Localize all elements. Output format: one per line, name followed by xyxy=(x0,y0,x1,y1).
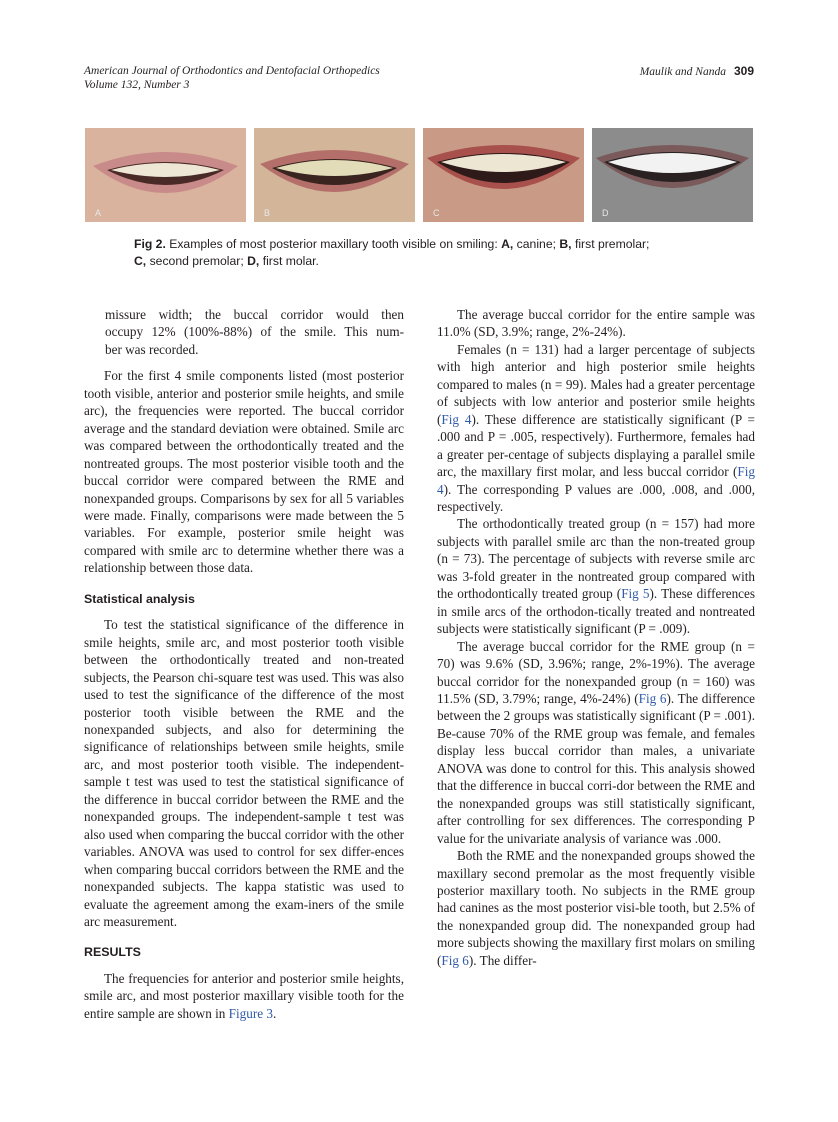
caption-b: B, xyxy=(559,237,572,251)
journal-volume: Volume 132, Number 3 xyxy=(84,79,190,91)
caption-c: C, xyxy=(134,254,147,268)
text: . xyxy=(272,1005,277,1021)
text: Females (n = 131) had a larger percentage of subjects with high anterior and high posterior smile heights compared to males (n = 99). Males had a greater percentage of subjects with low anterior and posterior smile heights ( xyxy=(437,341,755,427)
figure-4-link-2[interactable]: Fig 4 xyxy=(437,464,755,497)
figure-6-link[interactable]: Fig 6 xyxy=(638,690,667,706)
page-header-right xyxy=(640,64,754,78)
figure-3-link[interactable]: Figure 3 xyxy=(228,1005,273,1021)
paragraph-results-intro xyxy=(84,970,404,1022)
paragraph-rme-group xyxy=(437,638,755,847)
heading-results: RESULTS xyxy=(84,945,141,960)
caption-b-text: first premolar; xyxy=(571,237,650,251)
smile-image-a xyxy=(85,128,246,222)
figure-5-link[interactable]: Fig 5 xyxy=(621,586,650,602)
text: The frequencies for anterior and posterior smile heights, smile arc, and most posterior maxillary visible tooth for the entire sample are shown in xyxy=(84,970,404,1021)
text-line: missure width; the buccal corridor would then xyxy=(105,307,404,322)
text: ). The difference between the 2 groups was statistically significant (P = .001). Be-cause 70% of the RME group was female, and females display less buccal corridor than males, a univariate ANOVA was done to control for this. This analysis showed that the difference in buccal corri-dor between the RME and the nonexpanded groups was still statistically significant, after controlling for sex differences. The corresponding P value for the univariate analysis of variance was .000. xyxy=(437,690,756,846)
heading-statistical-analysis: Statistical analysis xyxy=(84,591,195,606)
caption-c-text: second premolar; xyxy=(146,254,248,268)
panel-label-d: D xyxy=(602,208,609,218)
caption-a: A, xyxy=(501,237,514,251)
caption-a-text: canine; xyxy=(513,237,560,251)
figure-4-link[interactable]: Fig 4 xyxy=(441,411,472,427)
text: ). The corresponding P values are .000, .008, and .000, respectively. xyxy=(437,481,755,514)
paragraph-statistics: To test the statistical significance of the difference in smile heights, smile arc, and most posterior tooth visible between the orthodontically treated and non-treated subjects, the Pearson chi-square test was used. This was also used to test the significance of the difference of the most posterior tooth visible between the RME and the nonexpanded subjects, and also for determining the significance of relationships between smile heights, smile arc, and most posterior tooth visible. The independent-sample t test was used to test the statistical significance of the difference in buccal corridor between the RME and the nonexpanded groups. The independent-sample t test was also used when comparing the buccal corridor with the other variables. ANOVA was used to control for sex differ-ences when comparing buccal corridors between the RME and the nonexpanded subjects. The kappa statistic was used to evaluate the agreement among the exam-iners of the smile arc measurement. xyxy=(84,617,404,929)
text: The average buccal corridor for the RME group (n = 70) was 9.6% (SD, 3.96%; range, 2%-19%). The average buccal corridor for the nonexpanded group (n = 160) was 11.5% (SD, 3.79%; range, 4%-24%) ( xyxy=(437,638,755,706)
caption-d: D, xyxy=(247,254,260,268)
paragraph-buccal-average: The average buccal corridor for the entire sample was 11.0% (SD, 3.9%; range, 2%-24%). xyxy=(437,307,755,340)
text-line: occupy 12% (100%-88%) of the smile. This num- xyxy=(105,324,404,340)
caption-fig-number: Fig 2. xyxy=(134,237,166,251)
smile-photo-a xyxy=(85,128,246,222)
journal-header xyxy=(84,64,380,92)
text: ). The differ- xyxy=(468,952,537,968)
text: ). These difference are statistically significant (P = .000 and P = .005, respectively). Furthermore, females had a greater per-centage of subjects displaying a parallel smile arc, the maxillary first molar, and less buccal corridor ( xyxy=(437,411,755,480)
figure-caption xyxy=(134,236,734,270)
panel-label-c: C xyxy=(433,208,440,218)
left-column xyxy=(84,306,404,1022)
smile-image-c xyxy=(423,128,584,222)
caption-d-text: first molar. xyxy=(259,254,319,268)
panel-label-b: B xyxy=(264,208,271,218)
smile-photo-c xyxy=(423,128,584,222)
caption-text: Examples of most posterior maxillary tooth visible on smiling: xyxy=(165,237,502,251)
panel-label-a: A xyxy=(95,208,102,218)
text: Both the RME and the nonexpanded groups showed the maxillary second premolar as the most frequently visible posterior maxillary tooth. No subjects in the RME group had canines as the most posterior visi-ble tooth, but 2.5% of the nonexpanded group did. The nonexpanded group had more subjects showing the maxillary first molars on smiling ( xyxy=(437,848,755,968)
smile-image-d xyxy=(592,128,753,222)
smile-photo-b xyxy=(254,128,415,222)
journal-title: American Journal of Orthodontics and Dentofacial Orthopedics xyxy=(84,65,380,77)
paragraph-methods: For the first 4 smile components listed (most posterior tooth visible, anterior and posterior smile heights, and smile arc), the frequencies were reported. The buccal corridor average and the standard deviation were obtained. Smile arc was compared between the orthodontically treated and the nontreated groups. The most posterior visible tooth and the buccal corridor were compared between the RME and nonexpanded groups. Comparisons by sex for all 5 variables were made. Finally, comparisons were made between the 5 variables. For example, posterior smile height was compared with smile arc to determine whether there was a relationship between those data. xyxy=(84,368,404,576)
text: ). These differences in smile arcs of the orthodon-tically treated and nontreated subjects were statistically significant (P = .009). xyxy=(437,586,756,637)
text: The orthodontically treated group (n = 157) had more subjects with parallel smile arc than the non-treated group (n = 73). The percentage of subjects with reverse smile arc was 3-fold greater in the nontreated group compared with the orthodontically treated group ( xyxy=(437,516,755,602)
right-column xyxy=(437,306,755,969)
page-number: 309 xyxy=(733,64,754,78)
paragraph-treated-group xyxy=(437,515,755,637)
text-line: ber was recorded. xyxy=(105,341,199,357)
authors: Maulik and Nanda xyxy=(639,66,726,78)
figure-6-link-2[interactable]: Fig 6 xyxy=(441,952,469,968)
paragraph-sex-differences xyxy=(437,341,755,516)
figure-2-photos xyxy=(85,128,753,222)
paragraph-posterior-tooth xyxy=(437,847,755,969)
smile-photo-d xyxy=(592,128,753,222)
paragraph-continued xyxy=(84,306,404,358)
smile-image-b xyxy=(254,128,415,222)
